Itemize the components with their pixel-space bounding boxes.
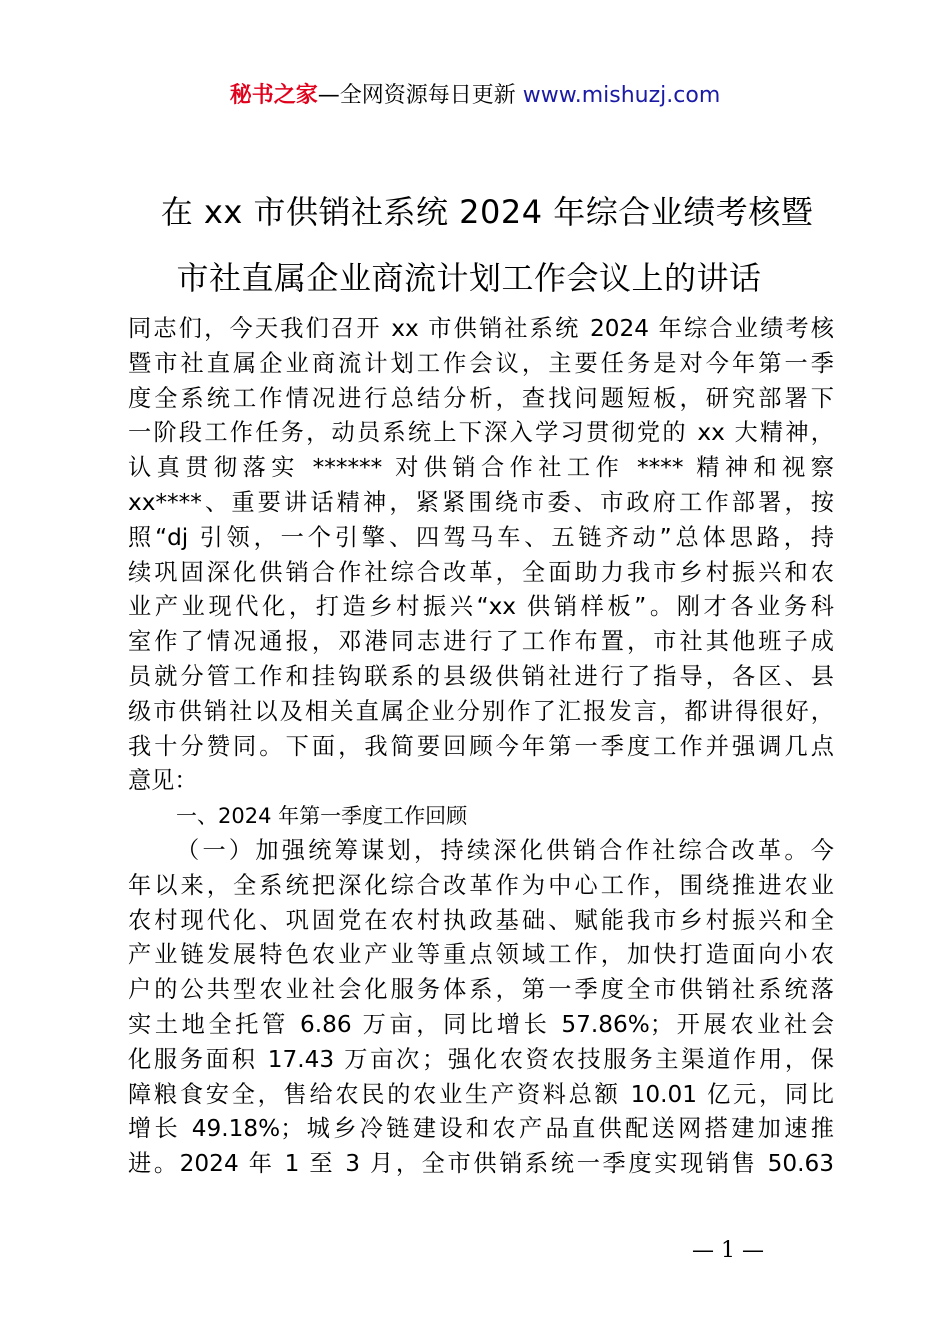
page-number: — 1 — xyxy=(692,1238,764,1263)
body-line: 增长 49.18%；城乡冷链建设和农产品直供配送网搭建加速推 xyxy=(128,1115,834,1143)
body-line: 续巩固深化供销合作社综合改革，全面助力我市乡村振兴和农 xyxy=(128,558,834,586)
body-line: 室作了情况通报，邓港同志进行了工作布置，市社其他班子成 xyxy=(128,628,834,656)
body-line: 照“dj 引领，一个引擎、四驾马车、五链齐动”总体思路，持 xyxy=(128,523,834,551)
body-line: 暨市社直属企业商流计划工作会议，主要任务是对今年第一季 xyxy=(128,349,834,377)
body-line: 产业链发展特色农业产业等重点领域工作，加快打造面向小农 xyxy=(128,941,834,969)
body-line: xx****、重要讲话精神，紧紧围绕市委、市政府工作部署，按 xyxy=(128,488,834,516)
body-line: 我十分赞同。下面，我简要回顾今年第一季度工作并强调几点 xyxy=(128,732,834,760)
body-line: 化服务面积 17.43 万亩次；强化农资农技服务主渠道作用，保 xyxy=(128,1045,834,1073)
body-line: 实土地全托管 6.86 万亩，同比增长 57.86%；开展农业社会 xyxy=(128,1010,834,1038)
site-url-link[interactable]: www.mishuzj.com xyxy=(515,83,721,108)
body-line: 进。2024 年 1 至 3 月，全市供销系统一季度实现销售 50.63 xyxy=(128,1150,834,1178)
document-title-line-2: 市社直属企业商流计划工作会议上的讲话 xyxy=(176,259,762,297)
body-line: 同志们，今天我们召开 xx 市供销社系统 2024 年综合业绩考核 xyxy=(128,315,834,342)
body-line: 度全系统工作情况进行总结分析，查找问题短板，研究部署下 xyxy=(128,384,834,412)
section-heading: 一、2024 年第一季度工作回顾 xyxy=(176,804,468,829)
body-line: （一）加强统筹谋划，持续深化供销合作社综合改革。今 xyxy=(176,836,834,864)
body-line: 农村现代化、巩固党在农村执政基础、赋能我市乡村振兴和全 xyxy=(128,906,834,934)
body-line: 级市供销社以及相关直属企业分别作了汇报发言，都讲得很好， xyxy=(128,697,834,725)
site-header xyxy=(0,80,950,112)
body-line: 员就分管工作和挂钩联系的县级供销社进行了指导，各区、县 xyxy=(128,662,834,690)
body-line: 意见： xyxy=(128,767,198,795)
body-line: 认真贯彻落实 ****** 对供销合作社工作 **** 精神和视察 xyxy=(128,454,834,482)
body-line: 年以来，全系统把深化综合改革作为中心工作，围绕推进农业 xyxy=(128,871,834,899)
body-line: 户的公共型农业社会化服务体系，第一季度全市供销社系统落 xyxy=(128,976,834,1004)
document-body xyxy=(128,312,834,1182)
site-tagline: —全网资源每日更新 xyxy=(317,83,516,108)
document-title-line-1: 在 xx 市供销社系统 2024 年综合业绩考核暨 xyxy=(160,193,814,231)
body-line: 业产业现代化，打造乡村振兴“xx 供销样板”。刚才各业务科 xyxy=(128,593,834,621)
body-line: 一阶段工作任务，动员系统上下深入学习贯彻党的 xx 大精神， xyxy=(128,419,834,447)
body-line: 障粮食安全，售给农民的农业生产资料总额 10.01 亿元，同比 xyxy=(128,1080,834,1108)
site-brand: 秘书之家 xyxy=(229,83,318,108)
